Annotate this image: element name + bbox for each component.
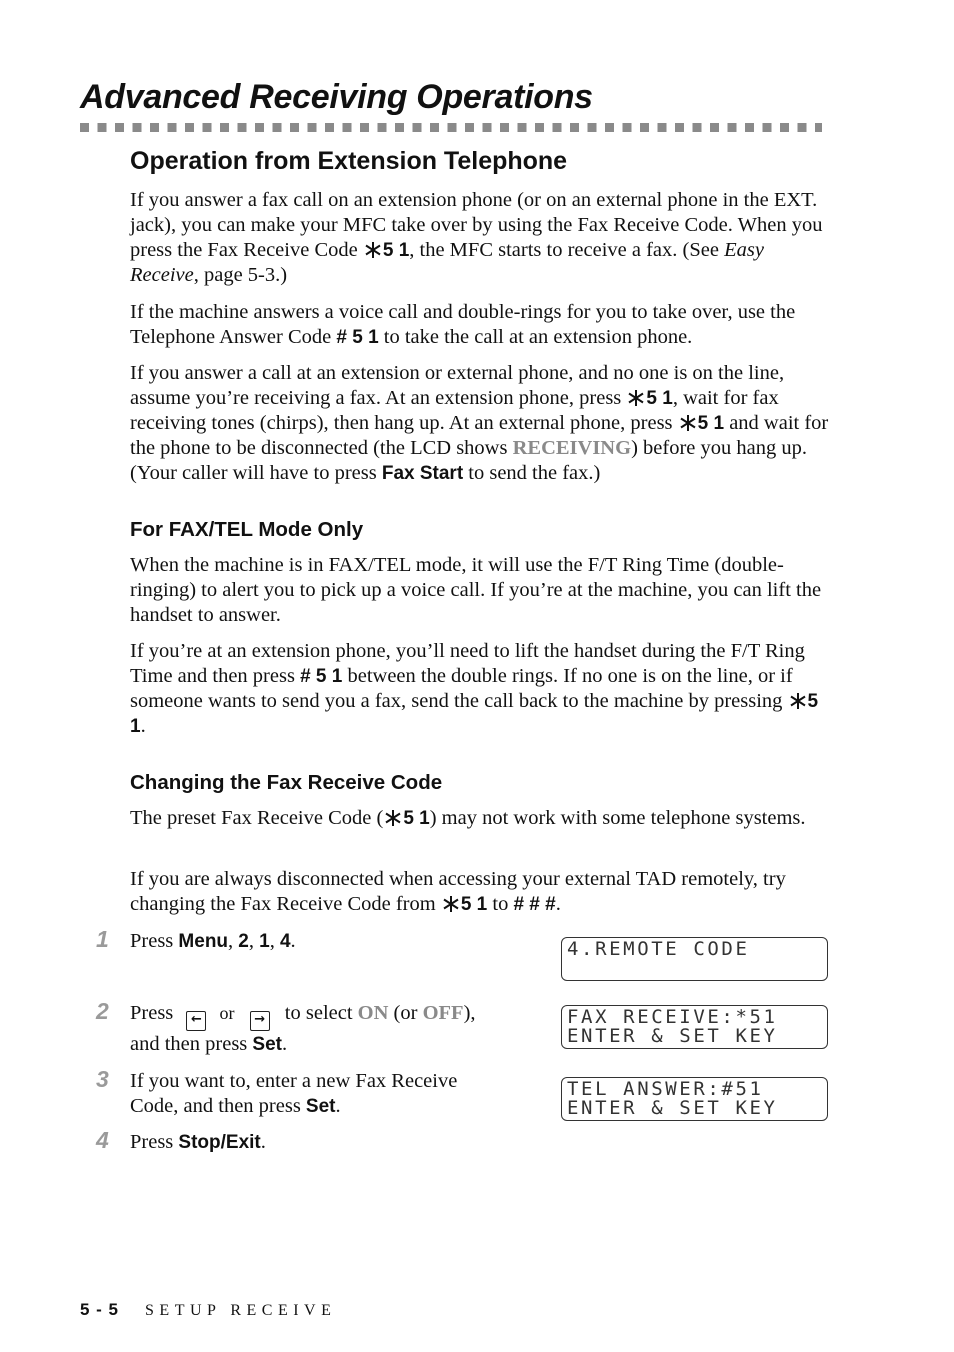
star-key-icon	[384, 809, 402, 827]
step-number-4: 4	[96, 1127, 109, 1153]
step-2-text: Press ← or → to select ON (or OFF),	[130, 1001, 510, 1031]
section-heading: Operation from Extension Telephone	[130, 147, 568, 175]
step-4-text: Press Stop/Exit.	[130, 1131, 266, 1153]
paragraph-5: If you’re at an extension phone, you’ll need to lift the handset during the F/T Ring Time and then press # 5 1 between the double rings. If no one is on the line, or if someone wants to send you a fax, send the call back to the machine by pressing 5 1.	[130, 640, 819, 737]
paragraph-1: If you answer a fax call on an extension phone (or on an external phone in the EXT. jack), you can make your MFC take over by using the Fax Receive Code. When you press the Fax Receive Code 5 1, the MFC starts to receive a fax. (See Easy Receive, page 5-3.)	[130, 189, 823, 286]
page-title: Advanced Receiving Operations	[80, 78, 593, 116]
step-2-text-line2: and then press Set.	[130, 1033, 288, 1055]
star-key-icon	[789, 692, 807, 710]
right-arrow-key-icon: →	[250, 1011, 270, 1031]
subheading-fax-tel: For FAX/TEL Mode Only	[130, 518, 364, 541]
page-footer	[80, 1300, 336, 1320]
step-number-2: 2	[96, 998, 109, 1024]
star-key-icon	[679, 414, 697, 432]
step-3-text: If you want to, enter a new Fax Receive Code, and then press Set.	[130, 1070, 458, 1117]
page-number: 5 - 5	[80, 1300, 120, 1319]
lcd-display-fax-receive: FAX RECEIVE:*51 ENTER & SET KEY	[561, 1005, 828, 1049]
step-number-3: 3	[96, 1066, 109, 1092]
lcd-display-tel-answer: TEL ANSWER:#51 ENTER & SET KEY	[561, 1077, 828, 1121]
paragraph-6: The preset Fax Receive Code ( 5 1) may not work with some telephone systems.	[130, 807, 806, 829]
step-1-text: Press Menu, 2, 1, 4.	[130, 930, 296, 952]
paragraph-4: When the machine is in FAX/TEL mode, it will use the F/T Ring Time (double-ringing) to alert you to pick up a voice call. If you’re at the machine, you can lift the handset to answer.	[130, 554, 822, 626]
star-key-icon	[627, 389, 645, 407]
footer-section-name: SETUP RECEIVE	[145, 1302, 337, 1319]
paragraph-7: If you are always disconnected when accessing your external TAD remotely, try changing the Fax Receive Code from 5 1 to # # #.	[130, 868, 786, 915]
lcd-display-remote-code: 4.REMOTE CODE	[561, 937, 828, 981]
title-dotted-rule	[80, 123, 822, 132]
star-key-icon	[364, 241, 382, 259]
step-number-1: 1	[96, 926, 109, 952]
paragraph-2: If the machine answers a voice call and double-rings for you to take over, use the Telephone Answer Code # 5 1 to take the call at an extension phone.	[130, 301, 796, 348]
star-key-icon	[442, 895, 460, 913]
subheading-change-code: Changing the Fax Receive Code	[130, 771, 443, 794]
paragraph-3: If you answer a call at an extension or external phone, and no one is on the line, assume you’re receiving a fax. At an extension phone, press 5 1, wait for fax receiving tones (chirps), then hang up. At an external phone, press 5 1 and wait for the phone to be disconnected (the LCD shows RECEIVING) before you hang up. (Your caller will have to press Fax Start to send the fax.)	[130, 362, 829, 484]
left-arrow-key-icon: ←	[186, 1011, 206, 1031]
